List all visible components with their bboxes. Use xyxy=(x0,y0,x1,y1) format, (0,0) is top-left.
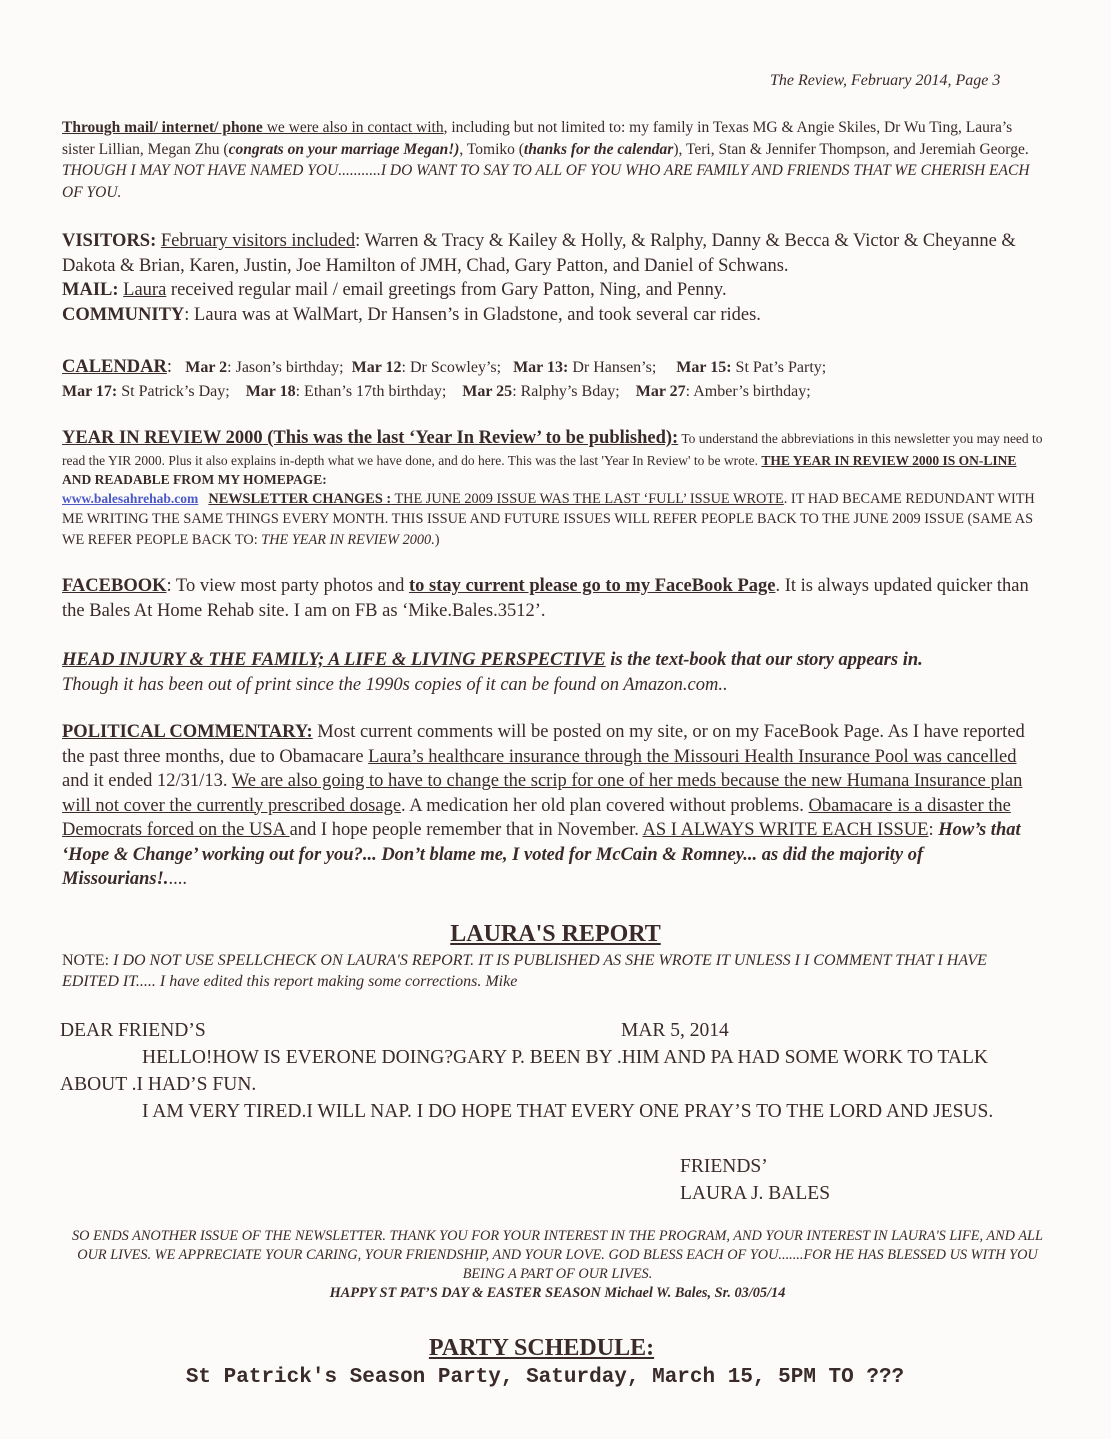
mail-name: Laura xyxy=(123,280,167,300)
page-header: The Review, February 2014, Page 3 xyxy=(770,72,1001,89)
community-paragraph xyxy=(62,303,1047,328)
visitors-sub: February visitors included xyxy=(160,231,356,251)
newsletter-changes-italic: THE YEAR IN REVIEW 2000. xyxy=(261,531,435,548)
facebook-text2: . It is always updated quicker than the Bales At Home Rehab site. I am on FB as ‘Mike.Bales.3512’. xyxy=(62,576,1029,621)
calendar-label: CALENDAR xyxy=(62,357,167,377)
letter-salutation: DEAR FRIEND’S xyxy=(60,1020,206,1041)
political-label: POLITICAL COMMENTARY: xyxy=(62,722,313,742)
calendar-section: CALENDAR: Mar 2: Jason’s birthday; Mar 12: Dr Scowley’s; Mar 13: Dr Hansen’s; Mar 15: St Pat’s Party; Mar 17: St Patrick’s Day; Mar 18: Ethan’s 17th birthday; Mar 25: Ralphy’s Bday; Mar 27: Amber’s birthday; xyxy=(62,357,827,400)
calendar-entry: Mar 17: St Patrick’s Day; xyxy=(62,382,230,400)
contact-thanks: thanks for the calendar xyxy=(523,140,674,158)
visitors-text: : Warren & Tracy & Kailey & Holly, & Ralphy, Danny & Becca & Victor & Cheyanne & Dakota & Brian, Karen, Justin, Joe Hamilton of JMH, Chad, Gary Patton, and Daniel of Schwans. xyxy=(62,231,1016,276)
letter-closing: FRIENDS’ xyxy=(680,1156,768,1177)
newsletter-changes-underlined: THE JUNE 2009 ISSUE WAS THE LAST ‘FULL’ ISSUE WROTE xyxy=(391,490,784,507)
newsletter-changes-label: NEWSLETTER CHANGES : xyxy=(208,490,392,507)
closing-text: SO ENDS ANOTHER ISSUE OF THE NEWSLETTER. THANK YOU FOR YOUR INTEREST IN THE PROGRAM, AND YOUR INTEREST IN LAURA'S LIFE, AND ALL OUR LIVES. WE APPRECIATE YOUR CARING, YOUR FRIENDSHIP, AND YOUR LOVE. GOD BLESS EACH OF YOU.......FOR HE HAS BLESSED US WITH YOU BEING A PART OF OUR LIVES. xyxy=(72,1228,1043,1282)
contact-text1: , including but not limited to: my family in Texas MG & Angie Skiles, Dr Wu Ting, Laura’s sister Lillian, Megan Zhu ( xyxy=(62,119,1013,158)
facebook-link-text[interactable]: to stay current please go to my FaceBook Page xyxy=(408,576,776,596)
letter-signature: LAURA J. BALES xyxy=(680,1183,831,1204)
community-text: : Laura was at WalMart, Dr Hansen’s in Gladstone, and took several car rides. xyxy=(184,304,761,325)
letter-date: MAR 5, 2014 xyxy=(621,1020,729,1041)
contact-congrats: congrats on your marriage Megan!) xyxy=(228,140,460,158)
calendar-entry: Mar 25: Ralphy’s Bday; xyxy=(462,382,620,400)
political-section: POLITICAL COMMENTARY: Most current comments will be posted on my site, or on my FaceBook Page. As I have reported the past three months, due to Obamacare Laura’s healthcare insurance through the Missouri Health Insurance Pool was cancelled and it ended 12/31/13. We are also going to have to change the scrip for one of her meds because the new Humana Insurance plan will not cover the currently prescribed dosage. A medication her old plan covered without problems. Obamacare is a disaster the Democrats forced on the USA and I hope people remember that in November. AS I ALWAYS WRITE EACH ISSUE: How’s that ‘Hope & Change’ working out for you?... Don’t blame me, I voted for McCain & Romney... as did the majority of Missourians!..... xyxy=(62,722,1025,889)
yir-title: YEAR IN REVIEW 2000 (This was the last ‘Year In Review’ to be published): xyxy=(62,428,679,448)
political-slogan: How’s that ‘Hope & Change’ working out for you?... Don’t blame me, I voted for McCain & Romney... as did the majority of Missourians!. xyxy=(62,820,1021,889)
laura-note: NOTE: I DO NOT USE SPELLCHECK ON LAURA'S REPORT. IT IS PUBLISHED AS SHE WROTE IT UNLESS I I COMMENT THAT I HAVE EDITED IT..... I have edited this report making some corrections. Mike xyxy=(62,952,987,990)
party-schedule-title: PARTY SCHEDULE: xyxy=(428,1335,655,1361)
party-schedule-line: St Patrick's Season Party, Saturday, March 15, 5PM TO ??? xyxy=(185,1366,905,1389)
calendar-entry: Mar 12: Dr Scowley’s; xyxy=(351,359,502,376)
letter-body xyxy=(60,1044,1045,1125)
calendar-entry: Mar 27: Amber’s birthday; xyxy=(635,382,811,400)
calendar-entry: Mar 13: Dr Hansen’s; xyxy=(513,359,657,376)
closing-message xyxy=(65,1227,1050,1303)
book-section xyxy=(62,648,1047,697)
facebook-label: FACEBOOK xyxy=(62,576,167,596)
facebook-text1: : To view most party photos and xyxy=(166,576,409,596)
newsletter-changes-text: . IT HAD BECAME REDUNDANT WITH ME WRITING THE SAME THINGS EVERY MONTH. THIS ISSUE AND FUTURE ISSUES WILL REFER PEOPLE BACK TO THE JUNE 2009 ISSUE (SAME AS WE REFER PEOPLE BACK TO: xyxy=(62,490,1035,548)
community-label: COMMUNITY xyxy=(62,304,185,325)
calendar-entry: Mar 2: Jason’s birthday; xyxy=(185,359,344,376)
contact-lead2: we were also in contact with xyxy=(262,119,444,136)
contact-italic: THOUGH I MAY NOT HAVE NAMED YOU...........I DO WANT TO SAY TO ALL OF YOU WHO ARE FAMILY AND FRIENDS THAT WE CHERISH EACH OF YOU. xyxy=(62,162,1030,201)
contact-lead: Through mail/ internet/ phone xyxy=(62,119,263,136)
facebook-section xyxy=(62,574,1047,623)
contact-text3: ), Teri, Stan & Jennifer Thompson, and Jeremiah George. xyxy=(673,140,1029,158)
mail-label: MAIL: xyxy=(62,280,119,300)
yir-online: THE YEAR IN REVIEW 2000 IS ON-LINE xyxy=(761,452,1017,468)
letter-para2: I AM VERY TIRED.I WILL NAP. I DO HOPE THAT EVERY ONE PRAY’S TO THE LORD AND JESUS. xyxy=(142,1101,994,1122)
visitors-section xyxy=(62,229,1047,327)
closing-greeting: HAPPY ST PAT’S DAY & EASTER SEASON Michael W. Bales, Sr. 03/05/14 xyxy=(329,1285,786,1301)
calendar-entry: Mar 15: St Pat’s Party; xyxy=(676,359,827,376)
yir-text: To understand the abbreviations in this newsletter you may need to read the YIR 2000. Plus it also explains in-depth what we have done, and do here. This was the last 'Year In Review' to be wrote. xyxy=(62,431,1043,468)
book-rest: is the text-book that our story appears in. xyxy=(605,650,923,670)
book-title: HEAD INJURY & THE FAMILY; A LIFE & LIVING PERSPECTIVE xyxy=(62,650,606,670)
contact-paragraph xyxy=(62,117,1047,203)
homepage-link[interactable]: www.balesahrehab.com xyxy=(62,490,199,506)
visitors-paragraph xyxy=(62,229,1047,278)
mail-paragraph xyxy=(62,278,1047,303)
book-line2: Though it has been out of print since the 1990s copies of it can be found on Amazon.com.. xyxy=(62,674,728,695)
yir-section: YEAR IN REVIEW 2000 (This was the last ‘Year In Review’ to be published): To understand the abbreviations in this newsletter you may need to read the YIR 2000. Plus it also explains in-depth what we have done, and do here. This was the last 'Year In Review' to be wrote. THE YEAR IN REVIEW 2000 IS ON-LINE AND READABLE FROM MY HOMEPAGE: www.balesahrehab.com NEWSLETTER CHANGES : THE JUNE 2009 ISSUE WAS THE LAST ‘FULL’ ISSUE WROTE. IT HAD BECAME REDUNDANT WITH ME WRITING THE SAME THINGS EVERY MONTH. THIS ISSUE AND FUTURE ISSUES WILL REFER PEOPLE BACK TO THE JUNE 2009 ISSUE (SAME AS WE REFER PEOPLE BACK TO: THE YEAR IN REVIEW 2000.) xyxy=(62,428,1043,548)
contact-text2: , Tomiko ( xyxy=(459,140,524,158)
yir-online2: AND READABLE FROM MY HOMEPAGE: xyxy=(62,471,327,487)
calendar-entry: Mar 18: Ethan’s 17th birthday; xyxy=(245,382,447,400)
mail-text: received regular mail / email greetings from Gary Patton, Ning, and Penny. xyxy=(166,280,727,300)
laura-report-title: LAURA'S REPORT xyxy=(450,921,661,947)
letter-para1: HELLO!HOW IS EVERONE DOING?GARY P. BEEN BY .HIM AND PA HAD SOME WORK TO TALK ABOUT .I HAD’S FUN. xyxy=(60,1047,988,1095)
visitors-label: VISITORS: xyxy=(62,231,157,251)
